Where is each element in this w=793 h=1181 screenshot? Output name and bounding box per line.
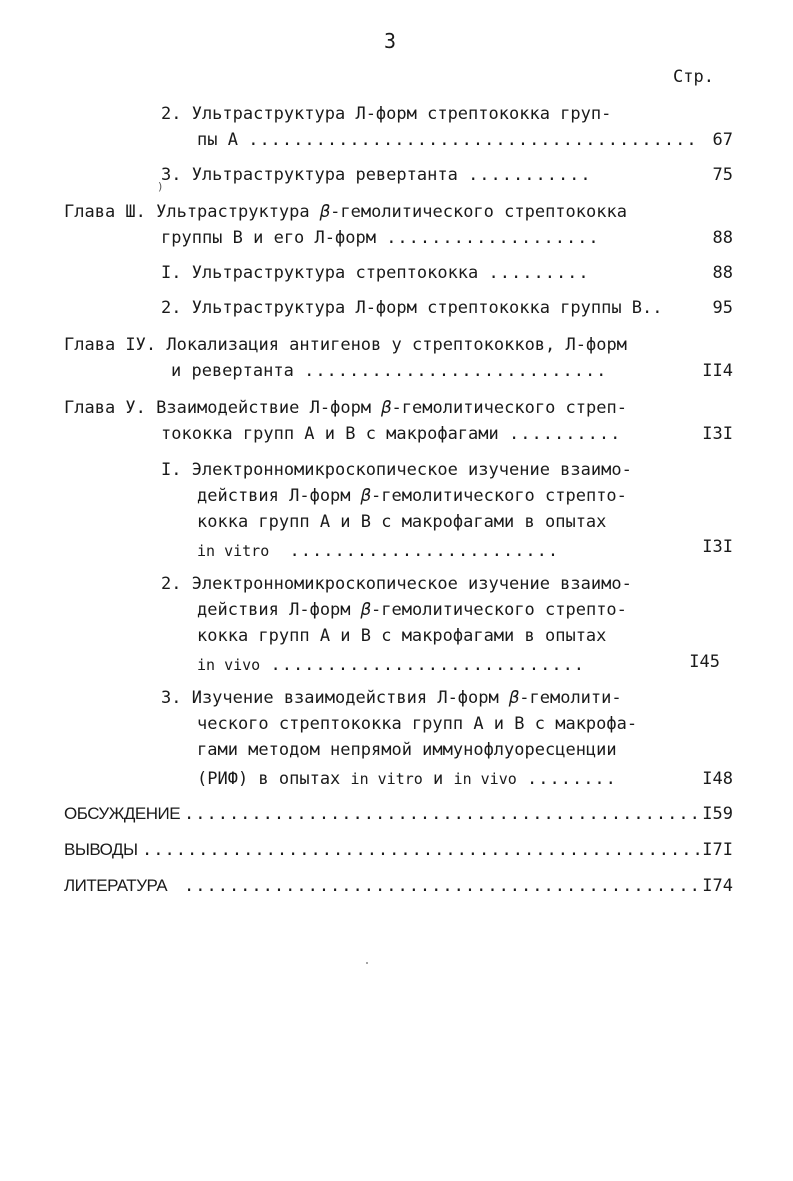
toc-entry-text: кокка групп А и В с макрофагами в опытах bbox=[197, 626, 607, 646]
toc-entry-text: 3. Изучение взаимодействия Л-форм β-гемолити- bbox=[161, 688, 622, 708]
toc-entry-text: (РИФ) в опытах in vitro и in vivo ........ bbox=[197, 769, 617, 789]
toc-page-number: 75 bbox=[712, 165, 733, 185]
toc-entry-text: и ревертанта ........................... bbox=[171, 361, 608, 381]
toc-entry-dots: .................................................. bbox=[142, 840, 704, 860]
toc-page-number: II4 bbox=[702, 361, 733, 381]
toc-entry-text: ческого стрептококка групп А и В с макрофа- bbox=[197, 714, 638, 734]
toc-entry-text: кокка групп А и В с макрофагами в опытах bbox=[197, 512, 607, 532]
toc-page-number: 67 bbox=[712, 130, 733, 150]
toc-entry-text: ВЫВОДЫ bbox=[64, 840, 138, 859]
pages-column-label: Стр. bbox=[673, 67, 714, 87]
toc-entry-text: группы В и его Л-форм ................... bbox=[161, 228, 600, 248]
toc-entry-text: Глава IУ. Локализация антигенов у стрептококков, Л-форм bbox=[64, 335, 627, 355]
toc-page-number: 88 bbox=[712, 228, 733, 248]
toc-page-number: 95 bbox=[712, 298, 733, 318]
toc-entry-text: I. Ультраструктура стрептококка ......... bbox=[161, 263, 590, 283]
toc-page-number: I59 bbox=[702, 804, 733, 824]
toc-entry-text: действия Л-форм β-гемолитического стрепто- bbox=[197, 486, 627, 506]
toc-entry-dots: .............................................. bbox=[184, 876, 701, 896]
pencil-mark-icon: ) bbox=[157, 180, 164, 193]
toc-entry-text: Глава Ш. Ультраструктура β-гемолитического стрептококка bbox=[64, 202, 627, 222]
toc-page-number: I48 bbox=[702, 769, 733, 789]
toc-page-number: I3I bbox=[702, 424, 733, 444]
toc-entry-text: I. Электронномикроскопическое изучение взаимо- bbox=[161, 460, 632, 480]
toc-entry-text: тококка групп А и В с макрофагами .......... bbox=[161, 424, 622, 444]
page-number: 3 bbox=[384, 29, 397, 53]
toc-page-number: I74 bbox=[702, 876, 733, 896]
toc-entry-text: действия Л-форм β-гемолитического стрепто- bbox=[197, 600, 627, 620]
toc-page-number: I45 bbox=[689, 652, 720, 672]
toc-entry-text: гами методом непрямой иммунофлуоресценции bbox=[197, 740, 617, 760]
toc-entry-text: ОБСУЖДЕНИЕ bbox=[64, 804, 181, 823]
toc-entry-text: пы А ........................................ bbox=[197, 130, 698, 150]
toc-entry-text: 3. Ультраструктура ревертанта ........... bbox=[161, 165, 592, 185]
toc-entry-text: in vitro ........................ bbox=[197, 541, 560, 561]
toc-page-number: 88 bbox=[712, 263, 733, 283]
toc-entry-dots: .............................................. bbox=[184, 804, 701, 824]
paper-speck bbox=[366, 962, 368, 964]
toc-entry-text: in vivo ............................ bbox=[197, 655, 586, 675]
toc-entry-text: 2. Ультраструктура Л-форм стрептококка груп- bbox=[161, 104, 612, 124]
toc-entry-text: Глава У. Взаимодействие Л-форм β-гемолитического стреп- bbox=[64, 398, 627, 418]
toc-entry-text: 2. Ультраструктура Л-форм стрептококка группы В.. bbox=[161, 298, 663, 318]
toc-page-number: I3I bbox=[702, 537, 733, 557]
toc-entry-text: ЛИТЕРАТУРА bbox=[64, 876, 168, 895]
toc-entry-text: 2. Электронномикроскопическое изучение взаимо- bbox=[161, 574, 632, 594]
toc-page-number: I7I bbox=[702, 840, 733, 860]
